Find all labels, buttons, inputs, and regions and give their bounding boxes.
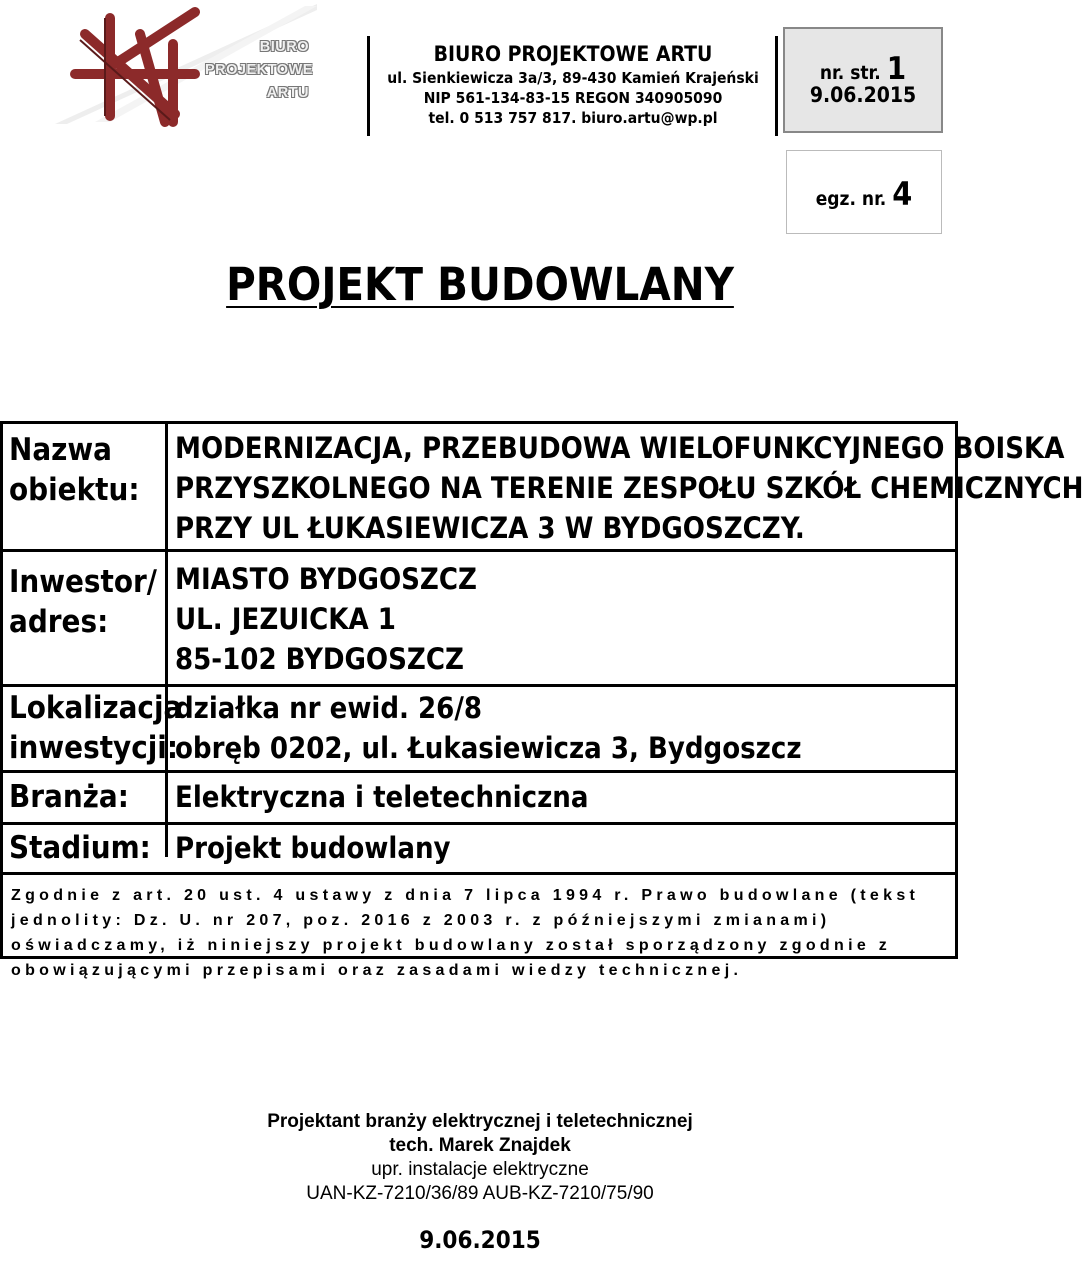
company-contact: tel. 0 513 757 817. biuro.artu@wp.pl: [428, 109, 718, 127]
object-name-value: [175, 428, 1084, 548]
object-name-label: [9, 430, 140, 510]
footer-date: 9.06.2015: [419, 1226, 541, 1254]
location-label: [9, 688, 182, 768]
copy-number-box: [786, 150, 942, 234]
logo-wordmark: [205, 36, 313, 105]
designer-role: Projektant branży elektrycznej i teletechnicznej: [267, 1111, 693, 1132]
stage-label: Stadium:: [9, 830, 151, 866]
logo-line-2: PROJEKTOWE: [205, 62, 313, 78]
branch-label: Branża:: [9, 779, 129, 815]
designer-block: [0, 1110, 960, 1206]
logo-line-3: ARTU: [266, 85, 309, 101]
page-date: 9.06.2015: [809, 83, 917, 107]
company-ids: NIP 561-134-83-15 REGON 340905090: [423, 89, 723, 107]
investor-value-line: UL. JEZUICKA 1: [175, 602, 396, 636]
copy-number: 4: [892, 175, 913, 213]
investor-label-line: adres:: [9, 604, 109, 640]
investor-label-line: Inwestor/: [9, 564, 157, 600]
table-row-divider: [3, 822, 955, 825]
page-number-label: nr. str.: [819, 62, 881, 84]
investor-value-line: 85-102 BYDGOSZCZ: [175, 642, 464, 676]
company-info: [372, 40, 774, 128]
location-value-line: działka nr ewid. 26/8: [175, 691, 483, 725]
location-label-line: inwestycji:: [9, 730, 179, 766]
table-row-divider: [3, 770, 955, 773]
copy-number-label: egz. nr.: [815, 188, 887, 210]
investor-label: [9, 562, 157, 642]
table-column-divider: [165, 424, 168, 857]
page-number-box: [783, 27, 943, 133]
location-label-line: Lokalizacja: [9, 690, 183, 726]
header-divider-right: [775, 36, 778, 136]
project-info-table: [0, 421, 1084, 979]
table-row-divider: [3, 684, 955, 687]
page-number: 1: [886, 51, 907, 87]
object-name-value-line: PRZY UL ŁUKASIEWICZA 3 W BYDGOSZCZY.: [175, 511, 805, 545]
header-divider-left: [367, 36, 370, 136]
company-address: ul. Sienkiewicza 3a/3, 89-430 Kamień Krajeński: [387, 69, 759, 87]
location-value-line: obręb 0202, ul. Łukasiewicza 3, Bydgoszcz: [175, 731, 802, 765]
designer-license-numbers: UAN-KZ-7210/36/89 AUB-KZ-7210/75/90: [306, 1183, 654, 1204]
table-row-divider: [3, 549, 955, 552]
designer-qualification: upr. instalacje elektryczne: [371, 1159, 589, 1180]
table-row-divider: [3, 872, 955, 875]
branch-value: Elektryczna i teletechniczna: [175, 780, 589, 814]
company-name: BIURO PROJEKTOWE ARTU: [433, 42, 713, 66]
investor-value: [175, 559, 477, 679]
location-value: [175, 688, 802, 768]
investor-value-line: MIASTO BYDGOSZCZ: [175, 562, 477, 596]
designer-name: tech. Marek Znajdek: [389, 1135, 571, 1156]
page-title-text: PROJEKT BUDOWLANY: [226, 258, 734, 311]
object-name-value-line: MODERNIZACJA, PRZEBUDOWA WIELOFUNKCYJNEGO BOISKA: [175, 431, 1065, 465]
compliance-statement: Zgodnie z art. 20 ust. 4 ustawy z dnia 7 lipca 1994 r. Prawo budowlane (tekst jednolity: Dz. U. nr 207, poz. 2016 z 2003 r. z późniejszymi zmianami) oświadczamy, iż niniejszy projekt budowlany został sporządzony zgodnie z obowiązującymi przepisami oraz zasadami wiedzy technicznej.: [11, 887, 920, 979]
stage-value: Projekt budowlany: [175, 831, 451, 865]
logo-line-1: BIURO: [259, 39, 309, 55]
object-name-label-line: obiektu:: [9, 472, 140, 508]
page-title: [0, 258, 960, 311]
object-name-value-line: PRZYSZKOLNEGO NA TERENIE ZESPOŁU SZKÓŁ CHEMICZNYCH: [175, 471, 1084, 505]
object-name-label-line: Nazwa: [9, 432, 112, 468]
